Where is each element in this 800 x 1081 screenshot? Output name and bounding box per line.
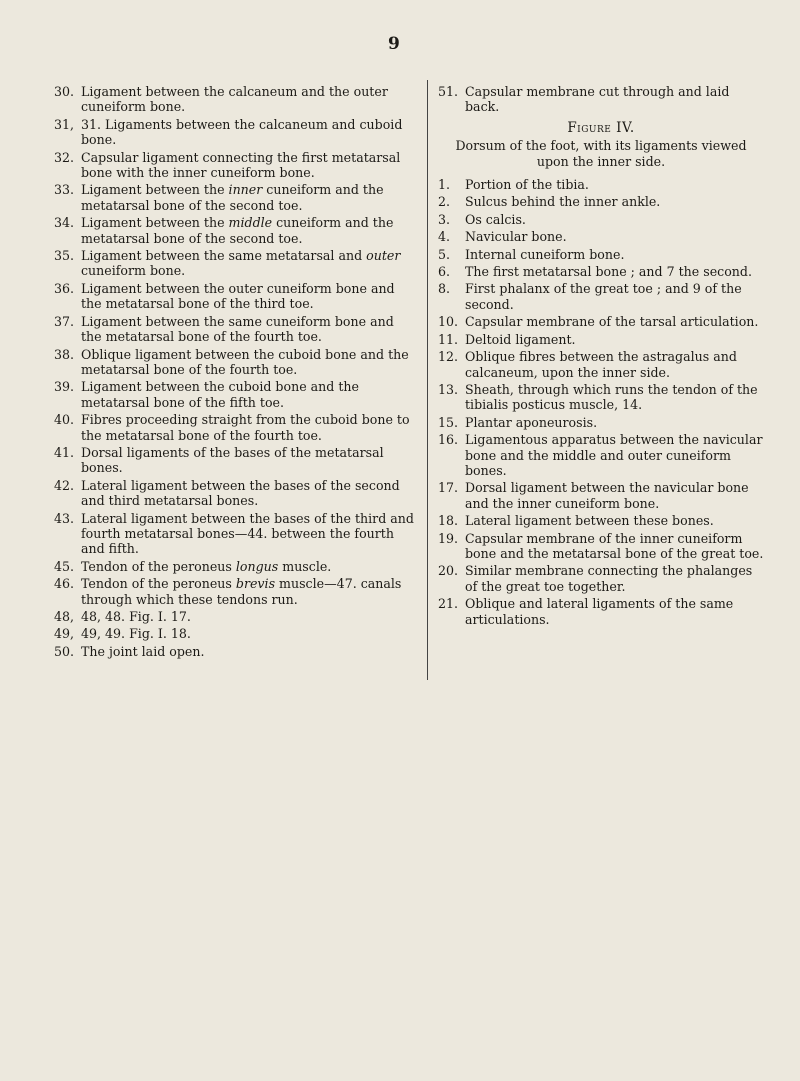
item-text: The joint laid open. <box>81 643 205 659</box>
list-item <box>54 150 418 181</box>
item-number: 8. <box>438 281 451 297</box>
item-text: Navicular bone. <box>465 229 567 245</box>
item-number: 31, <box>54 116 75 132</box>
item-number: 38. <box>54 346 75 362</box>
item-number: 15. <box>438 414 459 430</box>
item-number: 49, <box>54 626 75 642</box>
item-number: 17. <box>438 480 459 496</box>
item-text: Lateral ligament between the bases of the third and fourth metatarsal bones—44. between the fourth and fifth. <box>81 510 414 557</box>
list-item <box>54 576 418 607</box>
item-number: 32. <box>54 149 75 165</box>
item-number: 30. <box>54 84 75 99</box>
item-number: 4. <box>438 229 451 245</box>
item-number: 43. <box>54 510 75 526</box>
list-item <box>438 281 764 312</box>
item-text: Deltoid ligament. <box>465 331 576 347</box>
list-item <box>438 382 764 413</box>
item-text: Similar membrane connecting the phalanges of the great toe together. <box>465 563 753 594</box>
list-item <box>438 177 764 192</box>
list-item <box>438 415 764 430</box>
list-item <box>438 84 764 115</box>
list-item <box>438 229 764 244</box>
item-number: 19. <box>438 530 459 546</box>
list-item <box>54 559 418 574</box>
list-item <box>54 626 418 641</box>
item-text: Oblique fibres between the astragalus and calcaneum, upon the inner side. <box>465 349 737 380</box>
italic-term: brevis <box>235 576 276 592</box>
list-item <box>438 194 764 209</box>
figure-description: Dorsum of the foot, with its ligaments viewed upon the inner side. <box>455 138 747 169</box>
item-text: First phalanx of the great toe ; and 9 of the second. <box>465 281 742 312</box>
item-text: Lateral ligament between the bases of the second and third metatarsal bones. <box>81 477 400 509</box>
item-text: Internal cuneiform bone. <box>465 246 625 262</box>
item-number: 45. <box>54 558 75 574</box>
item-text: Dorsal ligaments of the bases of the metatarsal bones. <box>81 444 384 476</box>
item-text: Dorsal ligament between the navicular bone and the inner cuneiform bone. <box>465 480 749 511</box>
list-item <box>54 644 418 659</box>
list-item <box>54 182 418 213</box>
item-text: Sheath, through which runs the tendon of the tibialis posticus muscle, 14. <box>465 381 758 413</box>
item-number: 3. <box>438 211 451 227</box>
page-number: 9 <box>388 34 400 54</box>
column-divider <box>427 80 428 680</box>
list-item <box>438 596 764 627</box>
list-item <box>54 215 418 246</box>
text-part: Ligament between the <box>81 182 229 198</box>
item-text: Capsular membrane of the inner cuneiform bone and the metatarsal bone of the great toe. <box>465 530 764 561</box>
item-number: 6. <box>438 264 451 280</box>
list-item <box>54 248 418 279</box>
list-item <box>438 480 764 511</box>
item-number: 51. <box>438 84 459 99</box>
text-part: muscle—47. canals through which these tendons run. <box>81 576 402 607</box>
text-part: Ligament between the <box>81 215 229 231</box>
item-text: The first metatarsal bone ; and 7 the second. <box>465 264 752 280</box>
list-item <box>438 563 764 594</box>
item-number: 48, <box>54 609 75 624</box>
item-text <box>81 248 418 279</box>
item-text <box>81 576 418 607</box>
item-number: 20. <box>438 563 459 579</box>
item-text: Capsular membrane of the tarsal articulation. <box>465 314 759 330</box>
item-text: Lateral ligament between these bones. <box>465 513 714 529</box>
italic-term: inner <box>228 182 263 198</box>
text-part: Ligament between the same metatarsal and <box>81 248 367 264</box>
item-number: 21. <box>438 596 459 612</box>
italic-term: middle <box>228 215 273 231</box>
list-item <box>54 281 418 312</box>
item-text: Ligament between the same cuneiform bone and the metatarsal bone of the fourth toe. <box>81 313 394 345</box>
item-number: 46. <box>54 576 75 592</box>
item-number: 41. <box>54 444 75 460</box>
item-number: 2. <box>438 194 451 210</box>
text-part: cuneiform bone. <box>81 263 186 279</box>
text-part: cuneiform and the metatarsal bone of the second toe. <box>81 215 394 246</box>
item-number: 33. <box>54 182 75 198</box>
item-text: Ligament between the calcaneum and the outer cuneiform bone. <box>81 84 388 115</box>
list-item <box>438 314 764 329</box>
item-text: Fibres proceeding straight from the cuboid bone to the metatarsal bone of the fourth toe. <box>81 412 410 443</box>
item-text: Oblique ligament between the cuboid bone and the metatarsal bone of the fourth toe. <box>81 346 409 377</box>
list-item <box>54 445 418 476</box>
list-item <box>438 212 764 227</box>
item-number: 5. <box>438 246 451 262</box>
list-item <box>438 531 764 562</box>
text-part: Tendon of the peroneus <box>81 558 236 574</box>
list-item <box>438 264 764 279</box>
item-text: Plantar aponeurosis. <box>465 414 598 430</box>
item-number: 37. <box>54 313 75 329</box>
item-number: 1. <box>438 177 451 193</box>
item-number: 50. <box>54 643 75 659</box>
text-part: muscle. <box>278 558 332 574</box>
list-item <box>54 609 418 624</box>
list-item <box>54 478 418 509</box>
item-text: Capsular membrane cut through and laid back. <box>465 84 730 115</box>
item-text: 31. Ligaments between the calcaneum and cuboid bone. <box>81 116 403 148</box>
item-number: 35. <box>54 248 75 264</box>
list-item <box>438 432 764 478</box>
item-text: Ligamentous apparatus between the navicular bone and the middle and outer cuneiform bones. <box>465 432 763 478</box>
list-item <box>54 84 418 115</box>
item-text: Portion of the tibia. <box>465 177 589 193</box>
item-number: 16. <box>438 432 459 448</box>
list-item <box>438 513 764 528</box>
item-text <box>81 559 418 574</box>
list-item <box>54 379 418 410</box>
text-part: cuneiform and the metatarsal bone of the second toe. <box>81 182 384 213</box>
item-number: 18. <box>438 513 459 529</box>
item-text: Capsular ligament connecting the first metatarsal bone with the inner cuneiform bone. <box>81 149 401 181</box>
item-number: 12. <box>438 349 459 365</box>
item-number: 42. <box>54 477 75 493</box>
item-text: Sulcus behind the inner ankle. <box>465 194 661 210</box>
item-number: 39. <box>54 379 75 395</box>
list-item <box>54 117 418 148</box>
text-part: Tendon of the peroneus <box>81 576 236 592</box>
item-text: Ligament between the cuboid bone and the metatarsal bone of the fifth toe. <box>81 379 359 410</box>
item-text: 49, 49. Fig. I. 18. <box>81 626 191 642</box>
figure-title: Figure IV. <box>567 119 635 136</box>
list-item <box>438 247 764 262</box>
list-item <box>54 511 418 557</box>
list-item <box>438 349 764 380</box>
item-text: 48, 48. Fig. I. 17. <box>81 609 191 624</box>
italic-term: outer <box>366 248 401 264</box>
item-text: Os calcis. <box>465 211 526 227</box>
item-number: 40. <box>54 412 75 428</box>
item-number: 13. <box>438 381 459 397</box>
list-item <box>54 347 418 378</box>
right-column <box>438 84 764 629</box>
item-text <box>81 215 418 246</box>
left-column <box>54 84 418 661</box>
item-number: 34. <box>54 215 75 231</box>
item-text: Oblique and lateral ligaments of the same articulations. <box>465 596 734 627</box>
item-text: Ligament between the outer cuneiform bone and the metatarsal bone of the third toe. <box>81 280 395 312</box>
list-item <box>438 332 764 347</box>
italic-term: longus <box>235 558 279 574</box>
item-number: 10. <box>438 314 459 330</box>
item-number: 11. <box>438 331 459 347</box>
list-item <box>54 314 418 345</box>
item-text <box>81 182 418 213</box>
list-item <box>54 412 418 443</box>
item-number: 36. <box>54 280 75 296</box>
